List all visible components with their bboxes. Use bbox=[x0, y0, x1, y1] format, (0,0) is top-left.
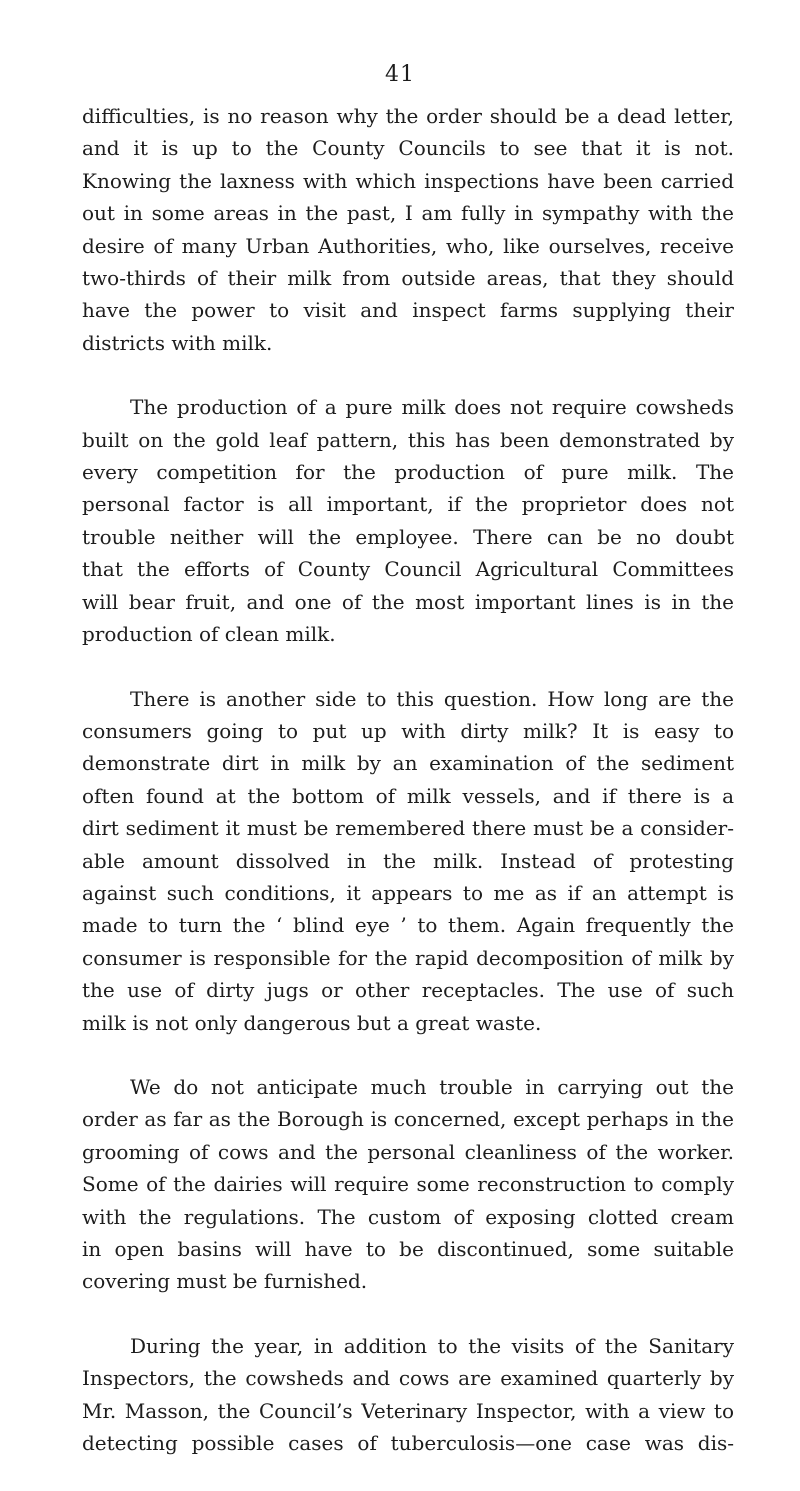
text-line: personal factor is all important, if the proprietor does not bbox=[82, 492, 734, 517]
text-line: During the year, in addition to the visits of the Sanitary bbox=[130, 1333, 734, 1358]
paragraph bbox=[82, 683, 734, 1039]
text-line: covering must be furnished. bbox=[82, 1269, 368, 1294]
text-line: We do not anticipate much trouble in carrying out the bbox=[130, 1074, 734, 1099]
text-line: able amount dissolved in the milk. Instead of protesting bbox=[82, 848, 734, 873]
paragraph bbox=[82, 391, 734, 650]
text-line: the use of dirty jugs or other receptacles. The use of such bbox=[82, 978, 734, 1003]
text-line: detecting possible cases of tuberculosis—one case was dis- bbox=[82, 1431, 734, 1456]
paragraph bbox=[82, 1071, 734, 1298]
text-line: out in some areas in the past, I am fully in sympathy with the bbox=[82, 201, 734, 226]
text-line: will bear fruit, and one of the most important lines is in the bbox=[82, 589, 734, 614]
text-line: that the efforts of County Council Agricultural Committees bbox=[82, 557, 734, 582]
text-line: Knowing the laxness with which inspections have been carried bbox=[82, 168, 734, 193]
text-line: Inspectors, the cowsheds and cows are examined quarterly by bbox=[82, 1366, 734, 1391]
text-line: in open basins will have to be discontinued, some suitable bbox=[82, 1237, 734, 1261]
text-line: consumers going to put up with dirty milk? It is easy to bbox=[82, 718, 734, 743]
body-text bbox=[82, 100, 734, 1491]
text-line: trouble neither will the employee. There can be no doubt bbox=[82, 524, 734, 549]
text-line: built on the gold leaf pattern, this has been demonstrated by bbox=[82, 427, 734, 452]
text-line: desire of many Urban Authorities, who, like ourselves, receive bbox=[82, 233, 734, 258]
text-line: and it is up to the County Councils to see that it is not. bbox=[82, 136, 734, 161]
text-line: demonstrate dirt in milk by an examination of the sediment bbox=[82, 751, 734, 776]
text-line: milk is not only dangerous but a great waste. bbox=[82, 1010, 542, 1035]
text-line: consumer is responsible for the rapid decomposition of milk by bbox=[82, 945, 734, 970]
paragraph bbox=[82, 100, 734, 359]
text-line: There is another side to this question. How long are the bbox=[130, 686, 734, 711]
text-line: have the power to visit and inspect farms supplying their bbox=[82, 298, 734, 323]
text-line: production of clean milk. bbox=[82, 622, 336, 647]
text-line: dirt sediment it must be remembered there must be a consider- bbox=[82, 816, 734, 841]
text-line: districts with milk. bbox=[82, 330, 273, 355]
text-line: Some of the dairies will require some reconstruction to comply bbox=[82, 1172, 734, 1197]
text-line: against such conditions, it appears to me as if an attempt is bbox=[82, 880, 734, 905]
text-line: difficulties, is no reason why the order should be a dead letter, bbox=[82, 104, 734, 128]
text-line: grooming of cows and the personal cleanliness of the worker. bbox=[82, 1139, 734, 1164]
text-line: often found at the bottom of milk vessels, and if there is a bbox=[82, 783, 734, 808]
text-line: order as far as the Borough is concerned, except perhaps in the bbox=[82, 1107, 734, 1132]
paragraph bbox=[82, 1330, 734, 1460]
text-line: with the regulations. The custom of exposing clotted cream bbox=[82, 1204, 734, 1229]
text-line: Mr. Masson, the Council’s Veterinary Inspector, with a view to bbox=[82, 1398, 734, 1423]
text-line: The production of a pure milk does not require cowsheds bbox=[130, 395, 734, 420]
page-number: 41 bbox=[385, 62, 415, 87]
text-line: made to turn the ‘ blind eye ’ to them. Again frequently the bbox=[82, 913, 734, 938]
text-line: two-thirds of their milk from outside areas, that they should bbox=[82, 266, 734, 291]
text-line: every competition for the production of pure milk. The bbox=[82, 460, 734, 485]
